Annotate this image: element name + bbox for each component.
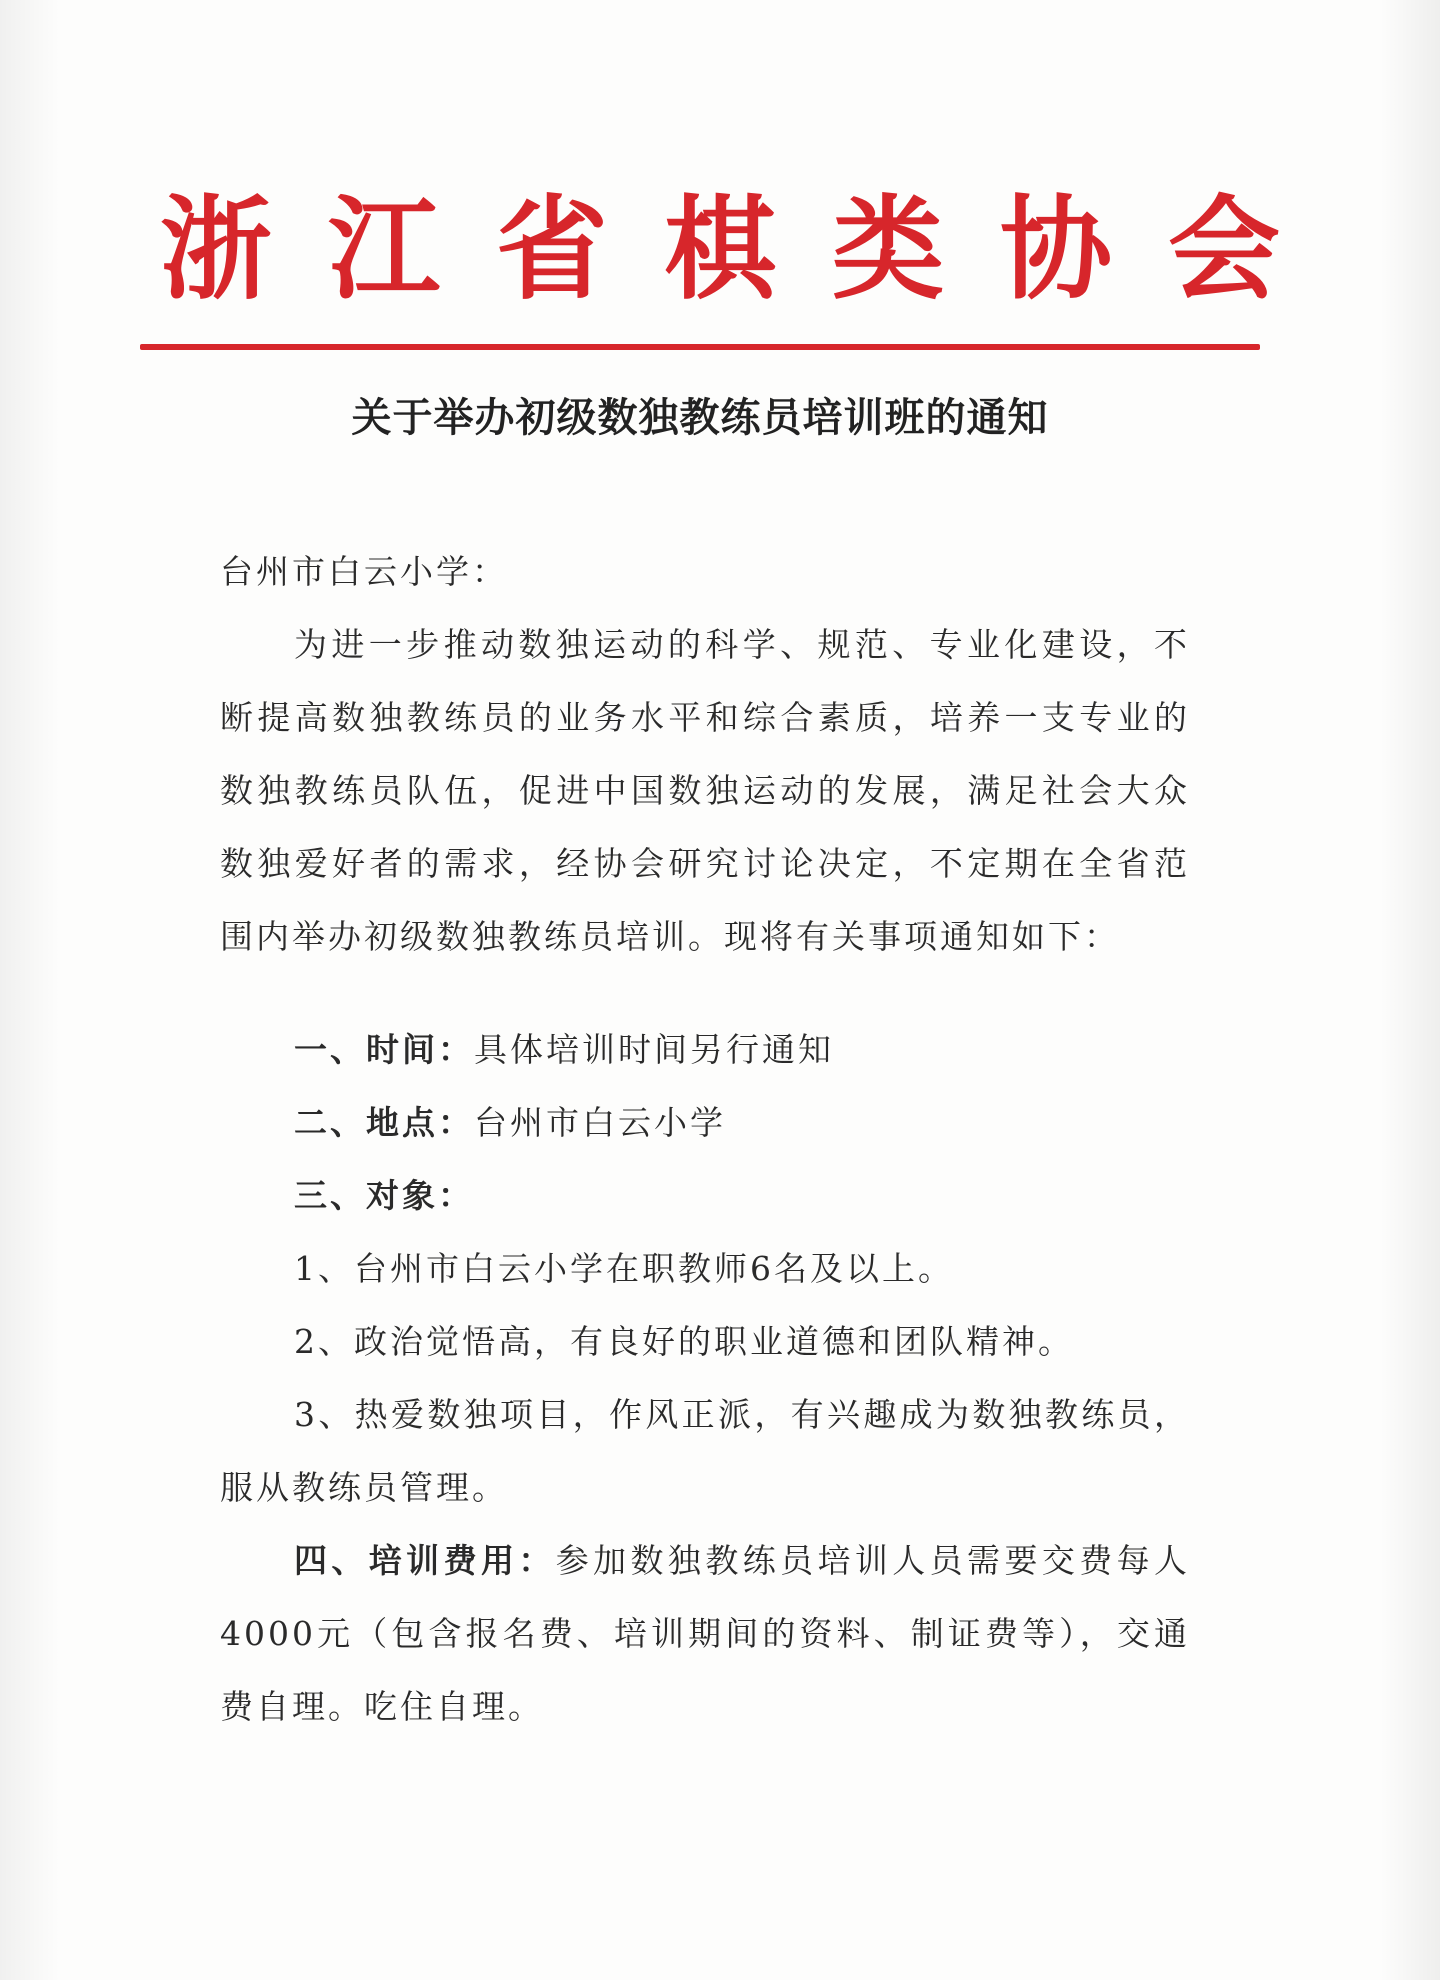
section-place — [220, 1086, 1190, 1159]
org-char: 浙 — [160, 184, 272, 315]
org-char: 棋 — [664, 184, 776, 315]
section-place-text: 台州市白云小学 — [474, 1103, 726, 1142]
section-place-label: 二、地点： — [294, 1103, 474, 1142]
org-char: 协 — [1000, 184, 1112, 315]
organization-header — [160, 184, 1280, 315]
header-divider — [140, 344, 1260, 350]
section-time — [220, 1013, 1190, 1086]
section-time-text: 具体培训时间另行通知 — [474, 1030, 834, 1069]
org-char: 类 — [832, 184, 944, 315]
intro-paragraph: 为进一步推动数独运动的科学、规范、专业化建设，不断提高数独教练员的业务水平和综合素质，培养一支专业的数独教练员队伍，促进中国数独运动的发展，满足社会大众数独爱好者的需求，经协会研究讨论决定，不定期在全省范围内举办初级数独教练员培训。现将有关事项通知如下： — [220, 625, 1190, 956]
section-target — [220, 1159, 1190, 1232]
section-target-label: 三、对象： — [294, 1176, 474, 1215]
section-fee — [220, 1524, 1190, 1743]
scan-shadow-left — [0, 0, 60, 1980]
scan-shadow-right — [1380, 0, 1440, 1980]
document-body — [220, 535, 1190, 1743]
org-char: 省 — [496, 184, 608, 315]
org-char: 会 — [1168, 184, 1280, 315]
salutation: 台州市白云小学： — [220, 552, 508, 591]
section-fee-text: 参加数独教练员培训人员需要交费每人4000元（包含报名费、培训期间的资料、制证费等），交通费自理。吃住自理。 — [220, 1541, 1191, 1726]
target-item: 1、台州市白云小学在职教师6名及以上。 — [294, 1249, 954, 1288]
target-item: 2、政治觉悟高，有良好的职业道德和团队精神。 — [294, 1322, 1074, 1361]
paragraph-gap — [220, 973, 1190, 1013]
document-title: 关于举办初级数独教练员培训班的通知 — [351, 394, 1049, 441]
section-fee-label: 四、培训费用： — [294, 1541, 556, 1580]
target-item: 3、热爱数独项目，作风正派，有兴趣成为数独教练员，服从教练员管理。 — [220, 1395, 1190, 1507]
org-char: 江 — [328, 184, 440, 315]
section-time-label: 一、时间： — [294, 1030, 474, 1069]
